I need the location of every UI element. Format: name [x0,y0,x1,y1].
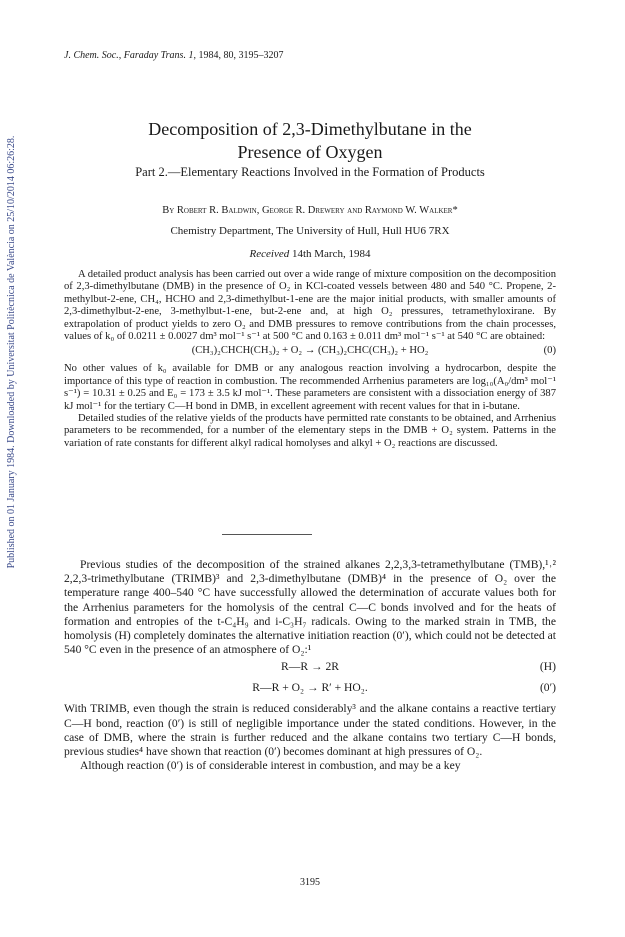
download-watermark: Published on 01 January 1984. Downloaded by Universitat Politècnica de València on 25/10/2014 06:26:28. [6,135,17,569]
equation-0-prime-number: (0′) [539,681,556,695]
journal-citation [64,50,283,61]
abstract [64,269,556,450]
equation-h-body: R—R → 2R [281,660,339,674]
equation-0-prime [64,681,556,699]
body-paragraph-2: With TRIMB, even though the strain is reduced considerably³ and the alkane contains a reactive tertiary C—H bond, reaction (0′) is still of negligible importance under the stated conditions. However, in the case of DMB, where the strain is further reduced and the alkane contains two tertiary C—H bonds, previous studies⁴ have shown that reaction (0′) becomes dominant at high pressures of O₂. [64,702,556,759]
received-label: Received [249,248,290,260]
abstract-paragraph-1: A detailed product analysis has been carried out over a wide range of mixture composition on the decomposition of 2,3-dimethylbutane (DMB) in the presence of O₂ in KCl-coated vessels between 480 and 540 °C. Propene, 2-methylbut-2-ene, CH₄, HCHO and 2,3-dimethylbut-1-ene are the major initial products, with smaller amounts of 2,3-dimethylbut-2-ene, 3-methylbut-1-ene, but-2-ene and, at high O₂ pressures, tetramethyloxirane. By extrapolation of product yields to zero O₂ and DMB pressures to remove contributions from the chain processes, values of k₀ of 0.0211 ± 0.0027 dm³ mol⁻¹ s⁻¹ at 500 °C and 0.163 ± 0.011 dm³ mol⁻¹ s⁻¹ at 540 °C are obtained: [64,269,556,343]
equation-h [64,660,556,678]
affiliation: Chemistry Department, The University of Hull, Hull HU6 7RX [170,225,450,237]
received-date [64,248,556,260]
abstract-paragraph-2: No other values of k₀ available for DMB or any analogous reaction involving a hydrocarbon, despite the importance of this type of reaction in combustion. The recommended Arrhenius parameters are log₁₀(A₀/dm³ mol⁻¹ s⁻¹) = 10.31 ± 0.25 and E₀ = 173 ± 3.5 kJ mol⁻¹. These parameters are consistent with a dissociation energy of 387 kJ mol⁻¹ for the tertiary C—H bond in DMB, in excellent agreement with recent values for that in i-butane. [64,363,556,412]
body-paragraph-1: Previous studies of the decomposition of the strained alkanes 2,2,3,3-tetramethylbutane (TMB),¹˒² 2,2,3-trimethylbutane (TRIMB)³ and 2,3-dimethylbutane (DMB)⁴ in the presence of O₂ over the temperature range 400–540 °C have successfully allowed the determination of accurate values both for the Arrhenius parameters for the homolysis of the central C—C bonds involved and for the heats of formation and entropies of the t-C₄H₉ and i-C₃H₇ radicals. Owing to the marked strain in TMB, the homolysis (H) completely dominates the alternative initiation reaction (0′), which could not be detected at 540 °C even in the presence of an atmosphere of O₂:¹ [64,558,556,657]
section-divider [222,534,312,535]
equation-0-prime-body: R—R + O₂ → R′ + HO₂. [252,681,368,695]
title-line-1: Decomposition of 2,3-Dimethylbutane in the [148,119,472,139]
journal-details: 1984, 80, 3195–3207 [195,50,284,61]
title-line-2: Presence of Oxygen [237,142,383,162]
received-value: 14th March, 1984 [289,248,371,260]
abstract-paragraph-3: Detailed studies of the relative yields of the products have permitted rate constants to be obtained, and Arrhenius parameters to be recommended, for a number of the elementary steps in the DMB + O₂ system. Patterns in the variation of rate constants for different alkyl radical homolyses and alkyl + O₂ reactions are discussed. [64,413,556,449]
equation-0-number: (0) [543,345,556,357]
equation-h-number: (H) [539,660,556,674]
main-text [64,558,556,773]
page-number: 3195 [300,877,320,888]
body-paragraph-3: Although reaction (0′) is of considerable interest in combustion, and may be a key [80,759,461,773]
paper-title [90,118,530,164]
equation-0 [64,345,556,361]
author-list: By Robert R. Baldwin, George R. Drewery and Raymond W. Walker* [162,205,458,216]
equation-0-body: (CH₃)₂CHCH(CH₃)₂ + O₂ → (CH₃)₂CHC(CH₃)₂ + HO₂ [191,345,429,357]
part-subtitle: Part 2.—Elementary Reactions Involved in the Formation of Products [135,165,485,179]
journal-name: J. Chem. Soc., Faraday Trans. 1, [64,50,196,61]
